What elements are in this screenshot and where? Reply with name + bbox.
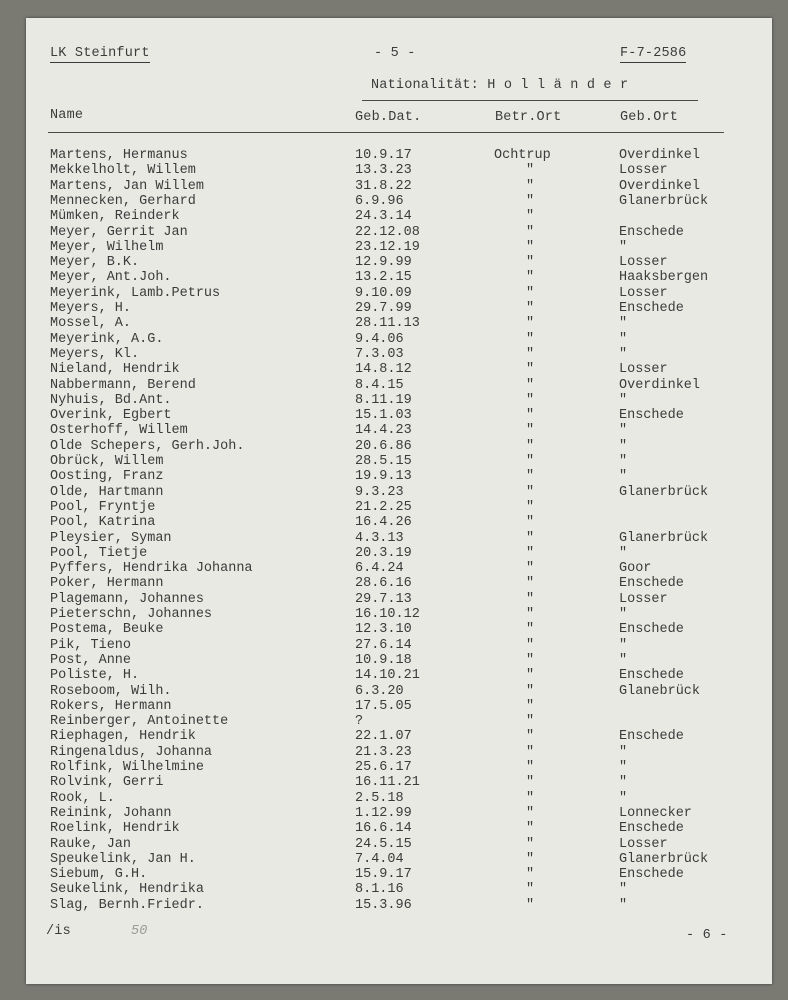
typist-initials: /is — [46, 924, 71, 939]
column-header-geb: Geb.Ort — [620, 110, 679, 125]
cell-name: Nyhuis, Bd.Ant. — [50, 392, 172, 408]
cell-date: ? — [355, 714, 364, 730]
table-row — [26, 286, 772, 301]
cell-betr: " — [526, 209, 535, 225]
cell-geb: Overdinkel — [619, 377, 701, 393]
table-row — [26, 255, 772, 270]
table-row — [26, 500, 772, 515]
cell-name: Pool, Fryntje — [50, 499, 156, 515]
cell-geb: Losser — [619, 591, 668, 607]
table-row — [26, 638, 772, 653]
next-page-marker: - 6 - — [686, 928, 728, 943]
cell-name: Meyerink, Lamb.Petrus — [50, 285, 221, 301]
cell-betr: " — [526, 362, 535, 378]
table-row — [26, 408, 772, 423]
cell-betr: " — [526, 714, 535, 730]
cell-geb: Losser — [619, 255, 668, 271]
cell-betr: " — [526, 423, 535, 439]
cell-geb: Enschede — [619, 867, 684, 883]
table-row — [26, 714, 772, 729]
cell-betr: " — [526, 729, 535, 745]
cell-name: Oosting, Franz — [50, 469, 164, 485]
cell-name: Pool, Tietje — [50, 545, 148, 561]
table-row — [26, 316, 772, 331]
cell-date: 12.9.99 — [355, 255, 412, 271]
cell-date: 12.3.10 — [355, 622, 412, 638]
cell-betr: " — [526, 285, 535, 301]
cell-date: 16.10.12 — [355, 607, 420, 622]
page-number: - 5 - — [374, 46, 416, 61]
cell-name: Mossel, A. — [50, 316, 132, 332]
cell-geb: Overdinkel — [619, 148, 701, 163]
table-row — [26, 439, 772, 454]
cell-betr: " — [526, 469, 535, 485]
cell-betr: " — [526, 163, 535, 179]
cell-geb: " — [619, 607, 628, 622]
cell-geb: Losser — [619, 163, 668, 179]
cell-geb: " — [619, 744, 628, 760]
cell-betr: " — [526, 607, 535, 622]
cell-name: Mümken, Reinderk — [50, 209, 180, 225]
cell-name: Overink, Egbert — [50, 408, 172, 424]
table-row — [26, 225, 772, 240]
cell-name: Pool, Katrina — [50, 515, 156, 531]
table-row — [26, 531, 772, 546]
cell-betr: " — [526, 744, 535, 760]
cell-name: Osterhoff, Willem — [50, 423, 188, 439]
cell-betr: " — [526, 851, 535, 867]
cell-date: 15.3.96 — [355, 897, 412, 913]
cell-name: Pyffers, Hendrika Johanna — [50, 561, 253, 577]
table-row — [26, 607, 772, 622]
cell-date: 4.3.13 — [355, 530, 404, 546]
table-row — [26, 469, 772, 484]
cell-name: Martens, Hermanus — [50, 148, 188, 163]
cell-name: Meyer, B.K. — [50, 255, 140, 271]
cell-date: 8.1.16 — [355, 882, 404, 898]
cell-betr: " — [526, 499, 535, 515]
cell-name: Plagemann, Johannes — [50, 591, 204, 607]
table-row — [26, 699, 772, 714]
cell-name: Rolfink, Wilhelmine — [50, 760, 204, 775]
cell-date: 31.8.22 — [355, 178, 412, 194]
cell-betr: " — [526, 775, 535, 791]
table-row — [26, 270, 772, 285]
cell-betr: " — [526, 591, 535, 607]
cell-date: 22.1.07 — [355, 729, 412, 745]
cell-date: 8.4.15 — [355, 377, 404, 393]
cell-betr: " — [526, 760, 535, 775]
cell-betr: " — [526, 576, 535, 592]
cell-geb: " — [619, 331, 628, 347]
table-row — [26, 515, 772, 530]
cell-date: 6.4.24 — [355, 561, 404, 577]
cell-name: Roseboom, Wilh. — [50, 683, 172, 699]
cell-date: 14.4.23 — [355, 423, 412, 439]
cell-date: 6.3.20 — [355, 683, 404, 699]
heading-rule — [362, 100, 698, 101]
table-row — [26, 194, 772, 209]
cell-betr: " — [526, 454, 535, 469]
cell-geb: " — [619, 454, 628, 469]
cell-name: Meyer, Wilhelm — [50, 239, 164, 255]
cell-betr: " — [526, 821, 535, 837]
table-row — [26, 729, 772, 744]
cell-name: Ringenaldus, Johanna — [50, 744, 213, 760]
cell-date: 22.12.08 — [355, 224, 420, 240]
cell-date: 20.3.19 — [355, 545, 412, 561]
cell-betr: " — [526, 346, 535, 362]
cell-geb: Enschede — [619, 622, 684, 638]
cell-date: 24.3.14 — [355, 209, 412, 225]
cell-name: Mennecken, Gerhard — [50, 193, 196, 209]
cell-geb: " — [619, 346, 628, 362]
table-row — [26, 592, 772, 607]
cell-name: Poker, Hermann — [50, 576, 164, 592]
cell-geb: " — [619, 423, 628, 439]
cell-geb: " — [619, 469, 628, 485]
cell-betr: " — [526, 392, 535, 408]
table-row — [26, 332, 772, 347]
nationality-heading: Nationalität: H o l l ä n d e r — [371, 78, 629, 93]
table-row — [26, 791, 772, 806]
table-row — [26, 576, 772, 591]
cell-name: Pieterschn, Johannes — [50, 607, 213, 622]
table-row — [26, 163, 772, 178]
cell-date: 21.3.23 — [355, 744, 412, 760]
document-page — [26, 18, 772, 984]
table-row — [26, 347, 772, 362]
cell-name: Martens, Jan Willem — [50, 178, 204, 194]
cell-geb: " — [619, 545, 628, 561]
cell-name: Post, Anne — [50, 652, 132, 668]
cell-name: Meyers, Kl. — [50, 346, 140, 362]
cell-date: 28.6.16 — [355, 576, 412, 592]
cell-betr: " — [526, 683, 535, 699]
cell-betr: " — [526, 178, 535, 194]
cell-betr: " — [526, 377, 535, 393]
cell-date: 14.8.12 — [355, 362, 412, 378]
table-row — [26, 393, 772, 408]
cell-geb: " — [619, 790, 628, 806]
cell-date: 7.3.03 — [355, 346, 404, 362]
cell-betr: " — [526, 836, 535, 852]
cell-date: 8.11.19 — [355, 392, 412, 408]
table-row — [26, 745, 772, 760]
cell-betr: " — [526, 301, 535, 316]
cell-date: 24.5.15 — [355, 836, 412, 852]
column-header-name: Name — [50, 108, 84, 123]
cell-betr: " — [526, 193, 535, 209]
cell-name: Reinink, Johann — [50, 805, 172, 821]
cell-name: Pleysier, Syman — [50, 530, 172, 546]
cell-geb: Glanerbrück — [619, 851, 709, 867]
cell-geb: Haaksbergen — [619, 270, 709, 286]
cell-name: Rauke, Jan — [50, 836, 132, 852]
table-row — [26, 485, 772, 500]
cell-date: 6.9.96 — [355, 193, 404, 209]
cell-geb: Enschede — [619, 576, 684, 592]
cell-date: 7.4.04 — [355, 851, 404, 867]
cell-date: 16.6.14 — [355, 821, 412, 837]
cell-date: 10.9.18 — [355, 652, 412, 668]
cell-betr: " — [526, 515, 535, 531]
cell-betr: " — [526, 805, 535, 821]
table-row — [26, 209, 772, 224]
table-row — [26, 775, 772, 790]
cell-date: 10.9.17 — [355, 148, 412, 163]
cell-date: 13.3.23 — [355, 163, 412, 179]
table-row — [26, 837, 772, 852]
cell-date: 28.5.15 — [355, 454, 412, 469]
cell-name: Obrück, Willem — [50, 454, 164, 469]
cell-betr: " — [526, 790, 535, 806]
table-row — [26, 148, 772, 163]
cell-geb: Enschede — [619, 408, 684, 424]
cell-geb: Enschede — [619, 821, 684, 837]
cell-date: 1.12.99 — [355, 805, 412, 821]
cell-betr: " — [526, 637, 535, 653]
cell-date: 16.11.21 — [355, 775, 420, 791]
cell-name: Mekkelholt, Willem — [50, 163, 196, 179]
cell-name: Meyers, H. — [50, 301, 132, 316]
cell-date: 9.10.09 — [355, 285, 412, 301]
cell-betr: " — [526, 484, 535, 500]
cell-name: Rokers, Hermann — [50, 698, 172, 714]
table-row — [26, 882, 772, 897]
cell-name: Postema, Beuke — [50, 622, 164, 638]
column-header-betr: Betr.Ort — [495, 110, 562, 125]
cell-geb: Losser — [619, 836, 668, 852]
cell-geb: Goor — [619, 561, 652, 577]
cell-name: Reinberger, Antoinette — [50, 714, 229, 730]
cell-betr: " — [526, 270, 535, 286]
cell-betr: Ochtrup — [494, 148, 551, 163]
cell-name: Slag, Bernh.Friedr. — [50, 897, 204, 913]
cell-geb: Lonnecker — [619, 805, 692, 821]
table-row — [26, 867, 772, 882]
cell-name: Meyer, Ant.Joh. — [50, 270, 172, 286]
table-row — [26, 423, 772, 438]
table-row — [26, 668, 772, 683]
table-row — [26, 378, 772, 393]
cell-date: 21.2.25 — [355, 499, 412, 515]
cell-geb: " — [619, 897, 628, 913]
cell-betr: " — [526, 897, 535, 913]
cell-name: Poliste, H. — [50, 668, 140, 684]
cell-name: Seukelink, Hendrika — [50, 882, 204, 898]
cell-geb: Glanerbrück — [619, 484, 709, 500]
cell-betr: " — [526, 408, 535, 424]
cell-date: 19.9.13 — [355, 469, 412, 485]
table-row — [26, 684, 772, 699]
cell-name: Rook, L. — [50, 790, 115, 806]
table-row — [26, 179, 772, 194]
column-header-date: Geb.Dat. — [355, 110, 422, 125]
cell-geb: Overdinkel — [619, 178, 701, 194]
cell-betr: " — [526, 438, 535, 454]
cell-date: 17.5.05 — [355, 698, 412, 714]
table-row — [26, 760, 772, 775]
table-row — [26, 622, 772, 637]
cell-date: 2.5.18 — [355, 790, 404, 806]
cell-betr: " — [526, 316, 535, 332]
cell-betr: " — [526, 622, 535, 638]
table-row — [26, 561, 772, 576]
cell-name: Rolvink, Gerri — [50, 775, 164, 791]
cell-betr: " — [526, 882, 535, 898]
cell-geb: Glanebrück — [619, 683, 701, 699]
cell-date: 13.2.15 — [355, 270, 412, 286]
table-row — [26, 301, 772, 316]
cell-betr: " — [526, 530, 535, 546]
cell-geb: Losser — [619, 362, 668, 378]
cell-betr: " — [526, 652, 535, 668]
cell-geb: " — [619, 882, 628, 898]
cell-betr: " — [526, 561, 535, 577]
cell-date: 28.11.13 — [355, 316, 420, 332]
cell-name: Pik, Tieno — [50, 637, 132, 653]
cell-date: 27.6.14 — [355, 637, 412, 653]
cell-geb: " — [619, 637, 628, 653]
cell-betr: " — [526, 239, 535, 255]
table-row — [26, 821, 772, 836]
cell-geb: Enschede — [619, 668, 684, 684]
cell-date: 15.9.17 — [355, 867, 412, 883]
cell-date: 9.3.23 — [355, 484, 404, 500]
cell-name: Olde, Hartmann — [50, 484, 164, 500]
cell-geb: Glanerbrück — [619, 193, 709, 209]
cell-geb: " — [619, 775, 628, 791]
table-header-rule — [48, 132, 724, 133]
cell-betr: " — [526, 331, 535, 347]
cell-date: 25.6.17 — [355, 760, 412, 775]
table-row — [26, 362, 772, 377]
cell-name: Meyer, Gerrit Jan — [50, 224, 188, 240]
table-row — [26, 852, 772, 867]
cell-name: Nabbermann, Berend — [50, 377, 196, 393]
cell-date: 16.4.26 — [355, 515, 412, 531]
cell-name: Nieland, Hendrik — [50, 362, 180, 378]
cell-betr: " — [526, 255, 535, 271]
cell-name: Roelink, Hendrik — [50, 821, 180, 837]
cell-geb: Enschede — [619, 729, 684, 745]
cell-name: Meyerink, A.G. — [50, 331, 164, 347]
cell-geb: " — [619, 239, 628, 255]
cell-geb: Enschede — [619, 301, 684, 316]
cell-geb: " — [619, 392, 628, 408]
cell-betr: " — [526, 668, 535, 684]
cell-date: 20.6.86 — [355, 438, 412, 454]
cell-date: 29.7.99 — [355, 301, 412, 316]
cell-geb: Enschede — [619, 224, 684, 240]
pencil-note: 50 — [131, 924, 148, 939]
table-row — [26, 898, 772, 913]
table-row — [26, 546, 772, 561]
file-reference: F-7-2586 — [620, 46, 687, 61]
cell-geb: " — [619, 652, 628, 668]
cell-date: 14.10.21 — [355, 668, 420, 684]
cell-name: Speukelink, Jan H. — [50, 851, 196, 867]
office-header: LK Steinfurt — [50, 46, 150, 61]
cell-date: 29.7.13 — [355, 591, 412, 607]
table-row — [26, 653, 772, 668]
table-row — [26, 240, 772, 255]
table-row — [26, 806, 772, 821]
cell-betr: " — [526, 698, 535, 714]
cell-betr: " — [526, 545, 535, 561]
cell-date: 9.4.06 — [355, 331, 404, 347]
table-row — [26, 454, 772, 469]
cell-name: Riephagen, Hendrik — [50, 729, 196, 745]
cell-betr: " — [526, 224, 535, 240]
cell-geb: Glanerbrück — [619, 530, 709, 546]
cell-geb: " — [619, 760, 628, 775]
cell-betr: " — [526, 867, 535, 883]
cell-name: Olde Schepers, Gerh.Joh. — [50, 438, 245, 454]
cell-name: Siebum, G.H. — [50, 867, 148, 883]
cell-geb: Losser — [619, 285, 668, 301]
cell-geb: " — [619, 438, 628, 454]
cell-date: 15.1.03 — [355, 408, 412, 424]
cell-geb: " — [619, 316, 628, 332]
cell-date: 23.12.19 — [355, 239, 420, 255]
